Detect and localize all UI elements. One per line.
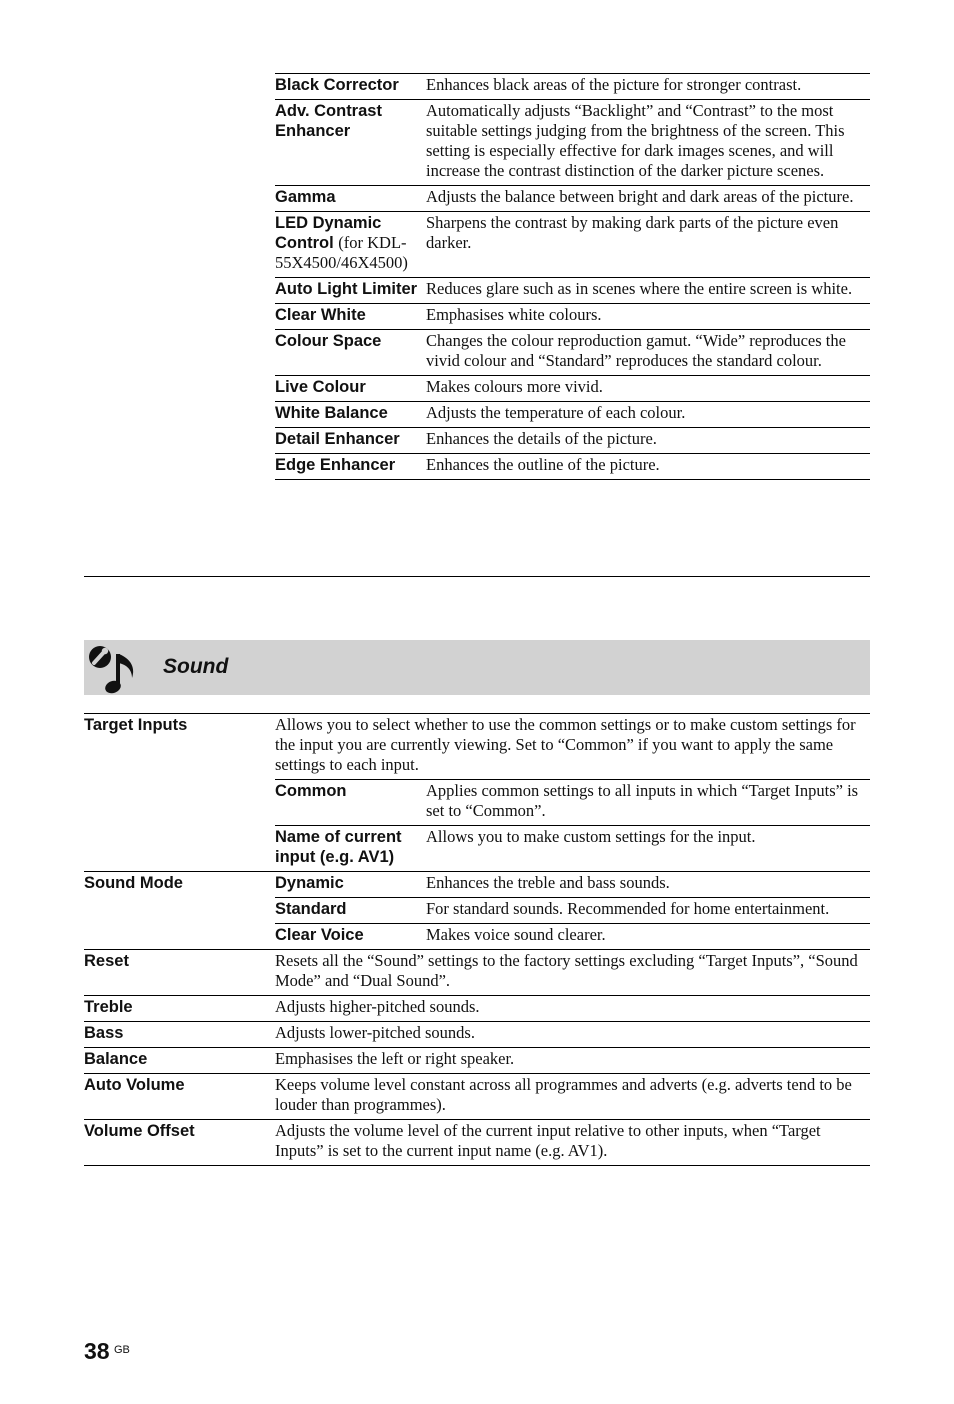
setting-term: Colour Space [275,332,382,350]
setting-description: Adjusts lower-pitched sounds. [275,1023,475,1042]
setting-term: Treble [84,998,133,1016]
setting-description: Changes the colour reproduction gamut. “Wide” reproduces the vivid colour and “Standard” reproduces the standard colour. [426,331,846,370]
table-row [275,376,870,402]
setting-content [275,714,870,871]
setting-description: Enhances the details of the picture. [426,429,657,448]
option-term: Clear Voice [275,926,364,944]
setting-description: Adjusts the volume level of the current input relative to other inputs, when “Target Inputs” is set to the current input name (e.g. AV1). [275,1121,821,1160]
table-row [84,872,870,950]
option-description: Allows you to make custom settings for the input. [426,827,756,846]
setting-term: Clear White [275,306,366,324]
table-row [275,186,870,212]
setting-content [275,1048,870,1073]
table-row [84,950,870,996]
setting-term: Gamma [275,188,336,206]
setting-description: Reduces glare such as in scenes where the entire screen is white. [426,279,853,298]
table-row [84,1074,870,1120]
option-row [275,872,870,897]
option-row [275,897,870,923]
setting-description: Keeps volume level constant across all programmes and adverts (e.g. adverts tend to be louder than programmes). [275,1075,852,1114]
section-title: Sound [163,655,229,678]
option-row [275,923,870,949]
table-row [84,996,870,1022]
setting-description: Enhances black areas of the picture for stronger contrast. [426,75,802,94]
setting-term: Live Colour [275,378,366,396]
setting-description: Emphasises white colours. [426,305,602,324]
setting-term: Edge Enhancer [275,456,396,474]
setting-content [275,1022,870,1047]
option-description: Applies common settings to all inputs in which “Target Inputs” is set to “Common”. [426,781,859,820]
sound-settings-table [84,713,870,1166]
setting-description: Adjusts the temperature of each colour. [426,403,686,422]
option-row [275,779,870,825]
page-number: 38 [84,1338,110,1364]
setting-content [275,1074,870,1119]
table-row [275,100,870,186]
setting-description: Enhances the outline of the picture. [426,455,660,474]
setting-term: Auto Volume [84,1076,185,1094]
option-term: Common [275,782,347,800]
option-term: Standard [275,900,347,918]
table-row [275,402,870,428]
setting-term: Auto Light Limiter [275,280,418,298]
option-description: Enhances the treble and bass sounds. [426,873,670,892]
setting-term: Balance [84,1050,148,1068]
setting-term: Detail Enhancer [275,430,400,448]
setting-term: Reset [84,952,129,970]
model-note: (for KDL-55X4500/46X4500) [275,233,408,272]
option-row [275,825,870,871]
option-description: Makes voice sound clearer. [426,925,606,944]
table-row [84,714,870,872]
setting-description: Adjusts higher-pitched sounds. [275,997,480,1016]
setting-content [275,872,870,949]
table-row [84,1120,870,1166]
setting-description: Allows you to select whether to use the common settings or to make custom settings for the input you are currently viewing. Set to “Common” if you want to apply the same settings to each input. [275,715,856,774]
setting-term: Black Corrector [275,76,399,94]
setting-term: Target Inputs [84,716,188,734]
setting-term: Sound Mode [84,874,183,892]
option-description: For standard sounds. Recommended for home entertainment. [426,899,830,918]
picture-settings-table [275,73,870,480]
table-row [275,278,870,304]
table-row [275,74,870,100]
setting-content [275,1120,870,1165]
setting-term-label: LED Dynamic Control [275,214,382,252]
option-term: Name of current input (e.g. AV1) [275,828,402,866]
setting-content [275,950,870,995]
setting-term: Adv. Contrast Enhancer [275,102,382,140]
setting-term [275,213,426,273]
option-term: Dynamic [275,874,344,892]
setting-term: White Balance [275,404,388,422]
region-code: GB [114,1344,130,1356]
section-divider [84,576,870,577]
table-row [275,428,870,454]
setting-description: Sharpens the contrast by making dark parts of the picture even darker. [426,213,839,252]
table-row [84,1022,870,1048]
table-row [275,212,870,278]
setting-description: Adjusts the balance between bright and dark areas of the picture. [426,187,854,206]
setting-description: Makes colours more vivid. [426,377,603,396]
setting-description: Resets all the “Sound” settings to the factory settings excluding “Target Inputs”, “Sound Mode” and “Dual Sound”. [275,951,858,990]
setting-content [275,996,870,1021]
settings-wrench-note-icon [86,643,142,695]
setting-description: Automatically adjusts “Backlight” and “Contrast” to the most suitable settings judging from the brightness of the screen. This setting is especially effective for dark images scenes, and will increase the contrast distinction of the darker picture scenes. [426,101,845,180]
table-row [275,304,870,330]
sound-section-header [84,640,870,695]
table-row [275,454,870,480]
setting-description: Emphasises the left or right speaker. [275,1049,515,1068]
setting-term: Volume Offset [84,1122,195,1140]
setting-term: Bass [84,1024,124,1042]
table-row [84,1048,870,1074]
table-row [275,330,870,376]
